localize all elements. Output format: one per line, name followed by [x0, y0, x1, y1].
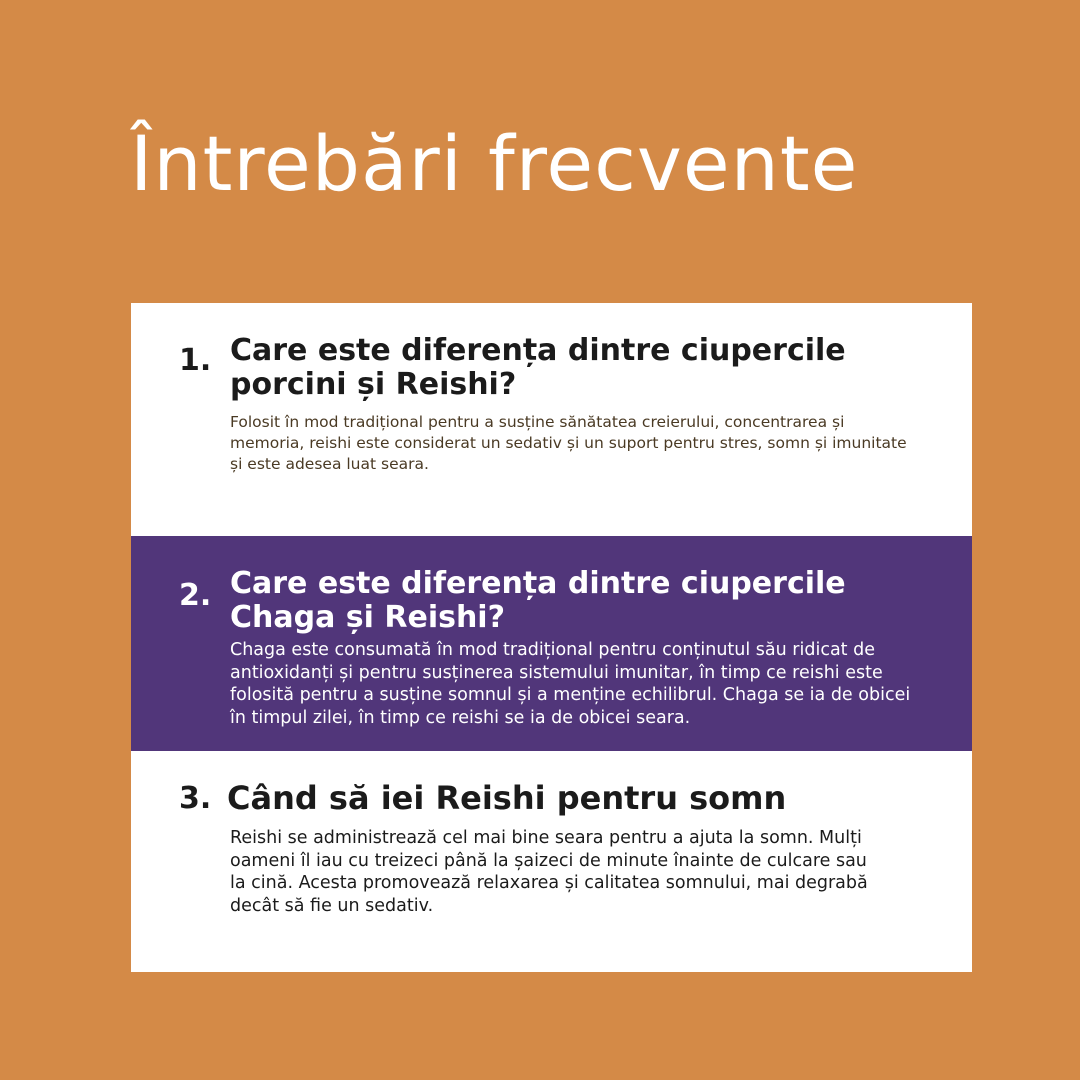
page-title: Întrebări frecvente	[130, 119, 859, 208]
faq-number: 2.	[179, 578, 212, 613]
faq-item-2	[131, 536, 972, 751]
faq-card	[131, 303, 972, 972]
faq-question: Când să iei Reishi pentru somn	[227, 779, 787, 817]
faq-question: Care este diferența dintre ciupercile porcini și Reishi?	[230, 333, 846, 402]
faq-item-1	[131, 303, 972, 536]
faq-number: 3.	[179, 781, 212, 816]
faq-item-3	[131, 751, 972, 972]
faq-question: Care este diferența dintre ciupercile Chaga și Reishi?	[230, 566, 846, 635]
faq-answer: Reishi se administrează cel mai bine seara pentru a ajuta la somn. Mulți oameni îl iau cu treizeci până la șaizeci de minute înainte de culcare sau la cină. Acesta promovează relaxarea și calitatea somnului, mai degrabă decât să fie un sedativ.	[230, 828, 868, 916]
faq-answer: Chaga este consumată în mod tradițional pentru conținutul său ridicat de antioxidanți și pentru susținerea sistemului imunitar, în timp ce reishi este folosită pentru a susține somnul și a menține echilibrul. Chaga se ia de obicei în timpul zilei, în timp ce reishi se ia de obicei seara.	[230, 640, 911, 728]
faq-number: 1.	[179, 343, 212, 378]
faq-answer: Folosit în mod tradițional pentru a susține sănătatea creierului, concentrarea și memoria, reishi este considerat un sedativ și un suport pentru stres, somn și imunitate și este adesea luat seara.	[230, 413, 907, 473]
